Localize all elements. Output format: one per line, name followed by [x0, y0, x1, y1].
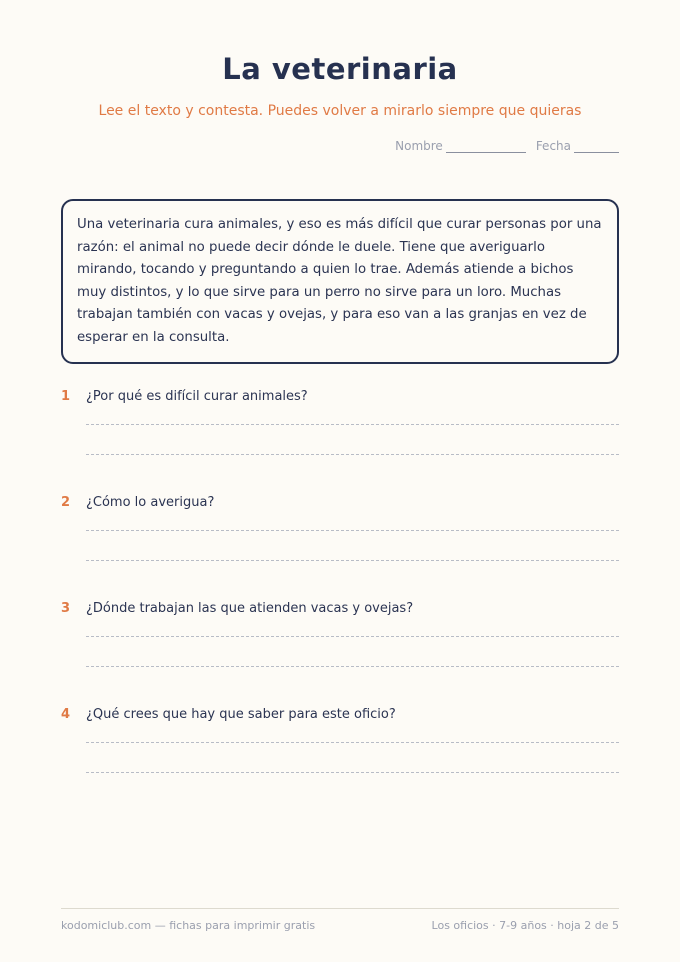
question-text: ¿Dónde trabajan las que atienden vacas y ovejas? — [86, 601, 414, 616]
question-text: ¿Qué crees que hay que saber para este oficio? — [86, 707, 396, 722]
name-date-fields — [395, 139, 619, 153]
question-number: 3 — [61, 601, 71, 616]
answer-line — [86, 424, 619, 425]
answer-line — [86, 772, 619, 773]
name-label: Nombre — [395, 139, 443, 153]
question-3 — [61, 601, 619, 667]
answer-line — [86, 666, 619, 667]
answer-line — [86, 560, 619, 561]
footer-site-credit: kodomiclub.com — fichas para imprimir gratis — [61, 919, 316, 932]
question-2 — [61, 495, 619, 561]
answer-line — [86, 636, 619, 637]
instructions-subtitle: Lee el texto y contesta. Puedes volver a mirarlo siempre que quieras — [98, 103, 582, 119]
question-4 — [61, 707, 619, 773]
footer-divider — [61, 908, 619, 909]
date-label: Fecha — [535, 139, 571, 153]
page-title: La veterinaria — [222, 52, 458, 86]
reading-text: Una veterinaria cura animales, y eso es más difícil que curar personas por una razón: el animal no puede decir dónde le duele. Tiene que averiguarlo mirando, tocando y preguntando a quien lo trae. Además atiende a bichos muy distintos, y lo que sirve para un perro no sirve para un loro. Muchas trabajan también con vacas y ovejas, y para eso van a las granjas en vez de esperar en la consulta. — [77, 217, 602, 345]
answer-line — [86, 530, 619, 531]
question-number: 4 — [61, 707, 71, 722]
answer-line — [86, 742, 619, 743]
question-text: ¿Por qué es difícil curar animales? — [86, 389, 308, 404]
date-blank-line — [574, 140, 619, 153]
question-text: ¿Cómo lo averigua? — [86, 495, 215, 510]
name-blank-line — [446, 140, 526, 153]
question-number: 2 — [61, 495, 71, 510]
question-1 — [61, 389, 619, 455]
question-number: 1 — [61, 389, 71, 404]
answer-line — [86, 454, 619, 455]
footer-sheet-info: Los oficios · 7-9 años · hoja 2 de 5 — [431, 919, 619, 932]
reading-text-box — [61, 199, 619, 364]
